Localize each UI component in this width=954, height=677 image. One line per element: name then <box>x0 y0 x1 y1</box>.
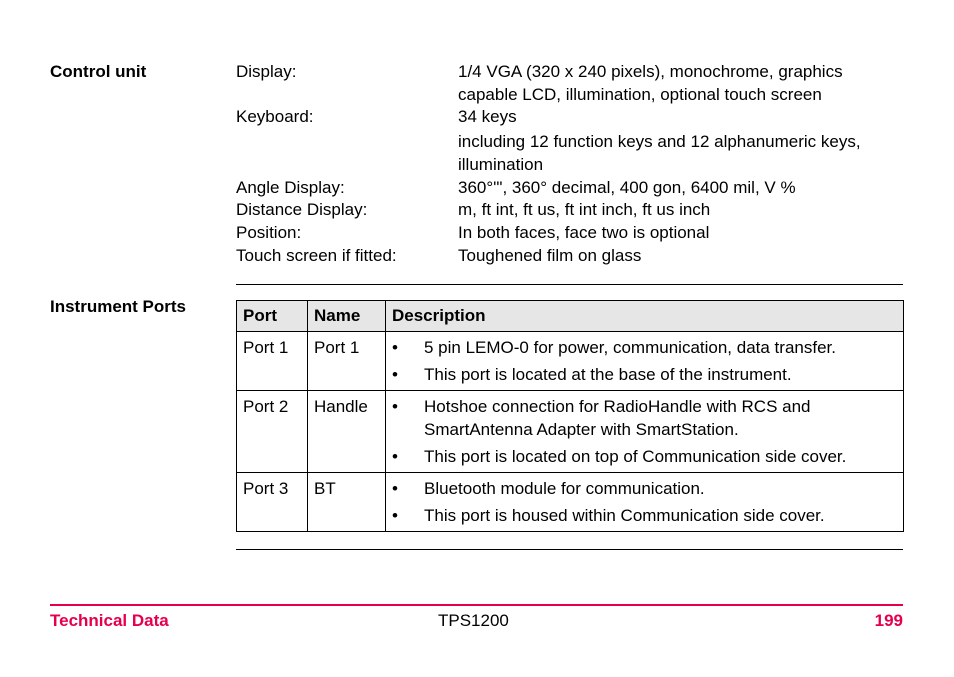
spec-value-distance-display: m, ft int, ft us, ft int inch, ft us inch <box>458 200 711 219</box>
section-heading-instrument-ports: Instrument Ports <box>50 297 187 316</box>
table-row <box>237 473 904 532</box>
spec-value-display-line1: 1/4 VGA (320 x 240 pixels), monochrome, graphics <box>458 62 843 81</box>
section-heading-control-unit: Control unit <box>50 62 147 81</box>
spec-value-keyboard-line3: illumination <box>458 155 544 174</box>
bullet-marker: • <box>392 397 398 416</box>
cell-name: Handle <box>308 391 386 473</box>
cell-description <box>386 391 904 473</box>
bullet-text-line: SmartAntenna Adapter with SmartStation. <box>424 420 739 439</box>
table-header-row <box>237 301 904 332</box>
spec-label-keyboard: Keyboard: <box>236 107 314 126</box>
cell-port: Port 2 <box>237 391 308 473</box>
spec-label-display: Display: <box>236 62 297 81</box>
spec-label-touch-screen: Touch screen if fitted: <box>236 246 397 265</box>
bullet-item <box>392 504 897 527</box>
bullet-text <box>424 395 897 441</box>
bullet-text: This port is housed within Communication side cover. <box>424 506 825 525</box>
bullet-text: Bluetooth module for communication. <box>424 479 705 498</box>
bullet-marker: • <box>392 506 398 525</box>
table-row <box>237 391 904 473</box>
section-divider <box>236 284 903 285</box>
bullet-text-line: Hotshoe connection for RadioHandle with RCS and <box>424 397 811 416</box>
column-header-port: Port <box>237 301 308 332</box>
footer-rule <box>50 604 903 606</box>
spec-label-angle-display: Angle Display: <box>236 178 345 197</box>
bullet-marker: • <box>392 365 398 384</box>
bullet-text: This port is located on top of Communication side cover. <box>424 447 847 466</box>
column-header-name: Name <box>308 301 386 332</box>
cell-name: BT <box>308 473 386 532</box>
column-header-description: Description <box>386 301 904 332</box>
bullet-item <box>392 477 897 500</box>
footer-section-title: Technical Data <box>50 611 169 630</box>
bullet-text: This port is located at the base of the instrument. <box>424 365 792 384</box>
bullet-text: 5 pin LEMO-0 for power, communication, data transfer. <box>424 338 836 357</box>
spec-value-position: In both faces, face two is optional <box>458 223 710 242</box>
bullet-item <box>392 336 897 359</box>
spec-value-angle-display: 360°'", 360° decimal, 400 gon, 6400 mil, V % <box>458 178 796 197</box>
cell-port: Port 3 <box>237 473 308 532</box>
bullet-item <box>392 395 897 441</box>
bullet-item <box>392 363 897 386</box>
footer-page-number: 199 <box>874 611 903 630</box>
table-row <box>237 332 904 391</box>
cell-description <box>386 473 904 532</box>
bullet-marker: • <box>392 447 398 466</box>
spec-value-touch-screen: Toughened film on glass <box>458 246 642 265</box>
spec-value-keyboard-line2: including 12 function keys and 12 alphanumeric keys, <box>458 132 861 151</box>
instrument-ports-table <box>236 300 904 532</box>
bullet-marker: • <box>392 338 398 357</box>
spec-value-keyboard-line1: 34 keys <box>458 107 517 126</box>
section-divider <box>236 549 903 550</box>
cell-name: Port 1 <box>308 332 386 391</box>
spec-label-distance-display: Distance Display: <box>236 200 368 219</box>
spec-value-display-line2: capable LCD, illumination, optional touch screen <box>458 85 822 104</box>
footer-product-name: TPS1200 <box>438 611 509 630</box>
cell-port: Port 1 <box>237 332 308 391</box>
bullet-marker: • <box>392 479 398 498</box>
cell-description <box>386 332 904 391</box>
spec-label-position: Position: <box>236 223 302 242</box>
bullet-item <box>392 445 897 468</box>
